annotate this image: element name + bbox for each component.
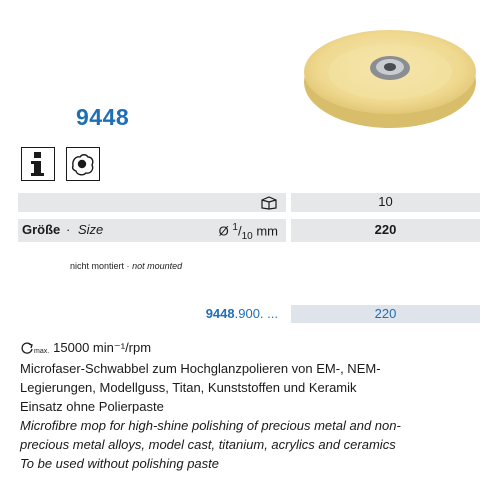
order-number[interactable] [206, 306, 278, 321]
pack-quantity-cell [291, 193, 480, 212]
order-row [18, 305, 480, 323]
size-row [18, 219, 480, 242]
not-mounted-de: nicht montiert [70, 261, 125, 271]
order-number-base: 9448 [205, 306, 235, 321]
pack-row [18, 193, 480, 212]
description-de-line-1: Microfaser-Schwabbel zum Hochglanzpolieren von EM-, NEM- [20, 361, 381, 376]
description-en-line-2: precious metal alloys, model cast, titanium, acrylics and ceramics [20, 437, 396, 452]
not-mounted-separator: · [126, 261, 130, 271]
not-mounted-en: not mounted [132, 261, 183, 271]
size-label: Größe [22, 222, 61, 237]
pack-label-cell [18, 193, 286, 212]
mounting-note [70, 261, 182, 271]
order-number-extension: .900. ... [234, 306, 278, 321]
unit-denominator: 10 [241, 230, 253, 242]
size-value: 220 [374, 222, 397, 237]
description-en-line-3: To be used without polishing paste [20, 456, 219, 471]
package-icon [260, 194, 278, 210]
size-label-cell [18, 219, 286, 242]
order-value-cell [291, 305, 480, 323]
size-separator: · [66, 222, 71, 237]
unit-mm: mm [256, 223, 278, 239]
rpm-line [20, 340, 151, 356]
description-de-line-3: Einsatz ohne Polierpaste [20, 399, 164, 414]
rpm-max-label: max. [34, 348, 50, 355]
size-value-cell [291, 219, 480, 242]
order-number-cell [18, 305, 286, 323]
polishing-mop-image [300, 20, 480, 130]
article-number: 9448 [76, 104, 130, 130]
rotation-speed-icon [20, 342, 34, 354]
size-label-english: Size [78, 222, 104, 237]
rpm-value: 15000 min⁻¹/rpm [53, 340, 152, 355]
size-unit: Ø $^1/_{10}$ mm [218, 222, 278, 242]
info-icon [21, 147, 55, 181]
description-en-line-1: Microfibre mop for high-shine polishing of precious metal and non- [20, 418, 401, 433]
pack-quantity: 10 [378, 194, 393, 209]
unit-numerator: 1 [232, 222, 238, 233]
diameter-symbol: Ø [218, 223, 229, 239]
order-size-value: 220 [374, 306, 397, 321]
hand-polishing-icon [66, 147, 100, 181]
description-de-line-2: Legierungen, Modellguss, Titan, Kunststoffen und Keramik [20, 380, 357, 395]
